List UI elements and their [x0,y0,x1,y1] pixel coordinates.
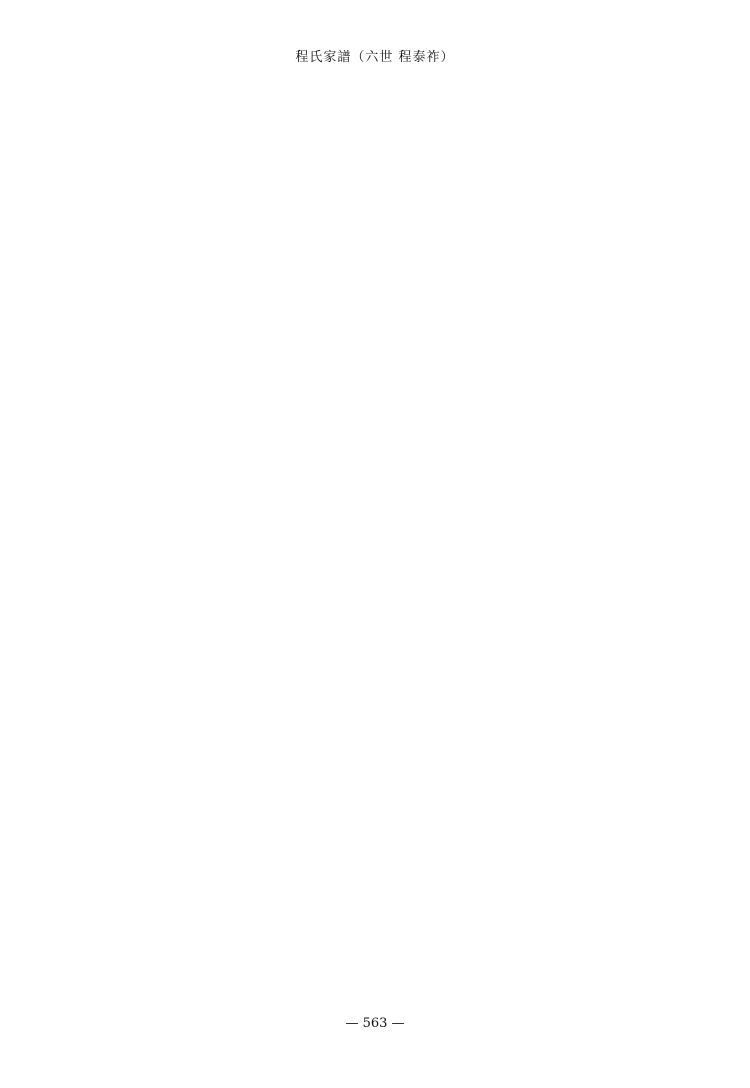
page-number: — 563 — [345,1016,405,1031]
page-header: 程氏家譜（六世 程泰祚） [295,50,455,65]
